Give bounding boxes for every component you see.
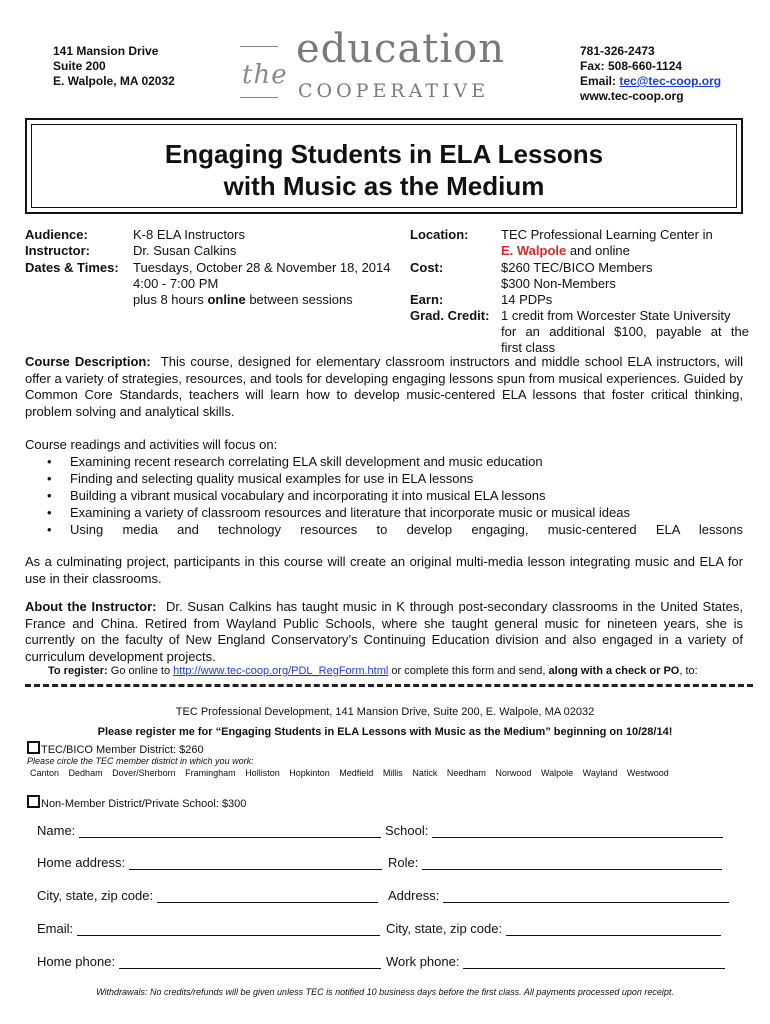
member-checkbox[interactable] xyxy=(27,741,40,754)
home-phone-field xyxy=(37,954,381,969)
district-option[interactable]: Holliston xyxy=(245,768,280,778)
title-line-2: with Music as the Medium xyxy=(223,171,545,201)
register-label: To register: xyxy=(48,665,108,677)
address-input[interactable] xyxy=(443,888,729,903)
list-item: • Building a vibrant musical vocabulary and incorporating it into musical ELA lessons xyxy=(25,488,743,505)
email-link[interactable]: tec@tec-coop.org xyxy=(619,74,722,88)
education-cooperative-logo xyxy=(240,26,530,106)
home-phone-label: Home phone: xyxy=(37,954,116,969)
name-field xyxy=(37,823,381,838)
online-note xyxy=(133,292,353,308)
audience-value: K-8 ELA Instructors xyxy=(133,227,245,242)
cost-members: $260 TEC/BICO Members xyxy=(501,260,653,275)
school-label: School: xyxy=(385,823,429,838)
dates-label: Dates & Times: xyxy=(25,260,119,275)
logo-education: education xyxy=(296,26,505,72)
name-label: Name: xyxy=(37,823,76,838)
email-field xyxy=(37,921,380,936)
district-option[interactable]: Dover/Sherborn xyxy=(112,768,176,778)
district-option[interactable]: Wayland xyxy=(582,768,618,778)
website: www.tec-coop.org xyxy=(580,89,684,103)
withdrawals-note: Withdrawals: No credits/refunds will be given unless TEC is notified 10 business days before the first class. All payments processed upon receipt. xyxy=(96,987,674,997)
course-description-label: Course Description: xyxy=(25,354,151,369)
grad-credit-line-2: for an additional $100, payable at the xyxy=(501,324,749,339)
registration-link[interactable]: http://www.tec-coop.org/PDL_RegForm.html xyxy=(173,665,389,677)
nonmember-option-label: Non-Member District/Private School: $300 xyxy=(41,798,247,810)
readings-intro: Course readings and activities will focus on: xyxy=(25,437,278,452)
member-option xyxy=(27,741,204,756)
fax: Fax: 508-660-1124 xyxy=(580,59,683,73)
city-state-zip-label-2: City, state, zip code: xyxy=(386,921,503,936)
list-item: • Using media and technology resources to develop engaging, music-centered ELA lessons xyxy=(25,522,743,539)
address-line-2: Suite 200 xyxy=(53,59,106,73)
role-field xyxy=(388,855,722,870)
course-description-text: This course, designed for elementary classroom instructors and middle school ELA instructors, will offer a variety of strategies, resources, and tools for developing engaging lessons spun from musical experiences. Guided by Common Core Standards, teachers will learn how to develop music-centered ELA lessons that foster critical thinking, problem solving and analytical skills. xyxy=(25,354,743,419)
district-option[interactable]: Natick xyxy=(412,768,438,778)
cut-line-divider xyxy=(25,684,753,687)
address-line-1: 141 Mansion Drive xyxy=(53,44,159,58)
district-list xyxy=(30,768,676,778)
registration-request: Please register me for “Engaging Students in ELA Lessons with Music as the Medium” beginning on 10/28/14! xyxy=(97,726,673,738)
location-line-1: TEC Professional Learning Center in xyxy=(501,227,713,242)
about-instructor-label: About the Instructor: xyxy=(25,599,157,614)
district-option[interactable]: Dedham xyxy=(68,768,103,778)
home-address-input[interactable] xyxy=(129,855,382,870)
earn-value: 14 PDPs xyxy=(501,292,553,307)
phone: 781-326-2473 xyxy=(580,44,655,58)
readings-list xyxy=(25,454,743,539)
name-input[interactable] xyxy=(79,823,381,838)
title-box xyxy=(25,118,743,214)
audience-label: Audience: xyxy=(25,227,88,242)
member-option-label: TEC/BICO Member District: $260 xyxy=(41,744,204,756)
logo-cooperative: COOPERATIVE xyxy=(298,80,490,102)
grad-credit-line-1: 1 credit from Worcester State University xyxy=(501,308,731,323)
online-post: between sessions xyxy=(245,292,353,307)
city-state-zip-field-2 xyxy=(386,921,721,936)
location-rest: and online xyxy=(566,243,630,258)
email-label: Email: xyxy=(580,74,617,88)
time-value: 4:00 - 7:00 PM xyxy=(133,276,219,291)
mail-address: TEC Professional Development, 141 Mansion Drive, Suite 200, E. Walpole, MA 02032 xyxy=(175,706,595,718)
nonmember-option xyxy=(27,795,246,810)
city-state-zip-label: City, state, zip code: xyxy=(37,888,154,903)
city-state-zip-field xyxy=(37,888,378,903)
instructor-value: Dr. Susan Calkins xyxy=(133,243,237,258)
nonmember-checkbox[interactable] xyxy=(27,795,40,808)
school-field xyxy=(385,823,723,838)
register-pre: Go online to xyxy=(107,665,174,677)
online-pre: plus 8 hours xyxy=(133,292,208,307)
district-option[interactable]: Framingham xyxy=(185,768,236,778)
district-option[interactable]: Westwood xyxy=(626,768,669,778)
school-input[interactable] xyxy=(432,823,723,838)
email-line xyxy=(580,74,721,89)
home-address-field xyxy=(37,855,382,870)
register-post: , to: xyxy=(679,665,698,677)
org-contact xyxy=(580,44,721,104)
email-field-label: Email: xyxy=(37,921,74,936)
work-phone-label: Work phone: xyxy=(386,954,460,969)
about-instructor xyxy=(25,599,743,665)
city-state-zip-input-2[interactable] xyxy=(506,921,721,936)
email-input[interactable] xyxy=(77,921,380,936)
course-description xyxy=(25,354,743,420)
location-line-2 xyxy=(501,243,630,259)
role-label: Role: xyxy=(388,855,419,870)
list-item: • Finding and selecting quality musical examples for use in ELA lessons xyxy=(25,471,743,488)
home-address-label: Home address: xyxy=(37,855,126,870)
title-line-1: Engaging Students in ELA Lessons xyxy=(164,139,604,169)
logo-the: the xyxy=(242,60,288,90)
circle-note: Please circle the TEC member district in which you work: xyxy=(27,756,254,766)
grad-credit-line-3: first class xyxy=(501,340,556,355)
org-address xyxy=(53,44,175,89)
location-label: Location: xyxy=(410,227,469,242)
earn-label: Earn: xyxy=(410,292,444,307)
role-input[interactable] xyxy=(422,855,722,870)
home-phone-input[interactable] xyxy=(119,954,381,969)
instructor-label: Instructor: xyxy=(25,243,90,258)
district-option[interactable]: Needham xyxy=(446,768,486,778)
register-line xyxy=(48,665,698,677)
register-mid: or complete this form and send, xyxy=(388,665,549,677)
cost-nonmembers: $300 Non-Members xyxy=(501,276,616,291)
address-field xyxy=(388,888,729,903)
district-option[interactable]: Hopkinton xyxy=(289,768,330,778)
district-option[interactable]: Norwood xyxy=(495,768,532,778)
dates-value: Tuesdays, October 28 & November 18, 2014 xyxy=(133,260,391,275)
work-phone-input[interactable] xyxy=(463,954,725,969)
city-state-zip-input[interactable] xyxy=(157,888,378,903)
list-item: • Examining recent research correlating ELA skill development and music education xyxy=(25,454,743,471)
cost-label: Cost: xyxy=(410,260,444,275)
district-option[interactable]: Walpole xyxy=(540,768,574,778)
address-line-3: E. Walpole, MA 02032 xyxy=(53,74,175,88)
location-town: E. Walpole xyxy=(501,243,567,258)
work-phone-field xyxy=(386,954,725,969)
about-instructor-text: Dr. Susan Calkins has taught music in K through post-secondary classrooms in the United States, France and China. Retired from Wayland Public Schools, where she taught general music for nineteen years, she is currently on the faculty of New England Conservatory’s Continuing Education division and also engaged in a variety of curriculum development projects. xyxy=(25,599,743,664)
register-bold: along with a check or PO xyxy=(548,665,680,677)
district-option[interactable]: Medfield xyxy=(339,768,374,778)
culminating-project: As a culminating project, participants in this course will create an original multi-media lesson integrating music and ELA for use in their classrooms. xyxy=(25,554,743,586)
district-option[interactable]: Canton xyxy=(30,768,60,778)
online-word: online xyxy=(207,292,246,307)
grad-credit-label: Grad. Credit: xyxy=(410,308,490,323)
district-option[interactable]: Millis xyxy=(382,768,403,778)
address-label: Address: xyxy=(388,888,440,903)
list-item: • Examining a variety of classroom resources and literature that incorporate music or musical ideas xyxy=(25,505,743,522)
